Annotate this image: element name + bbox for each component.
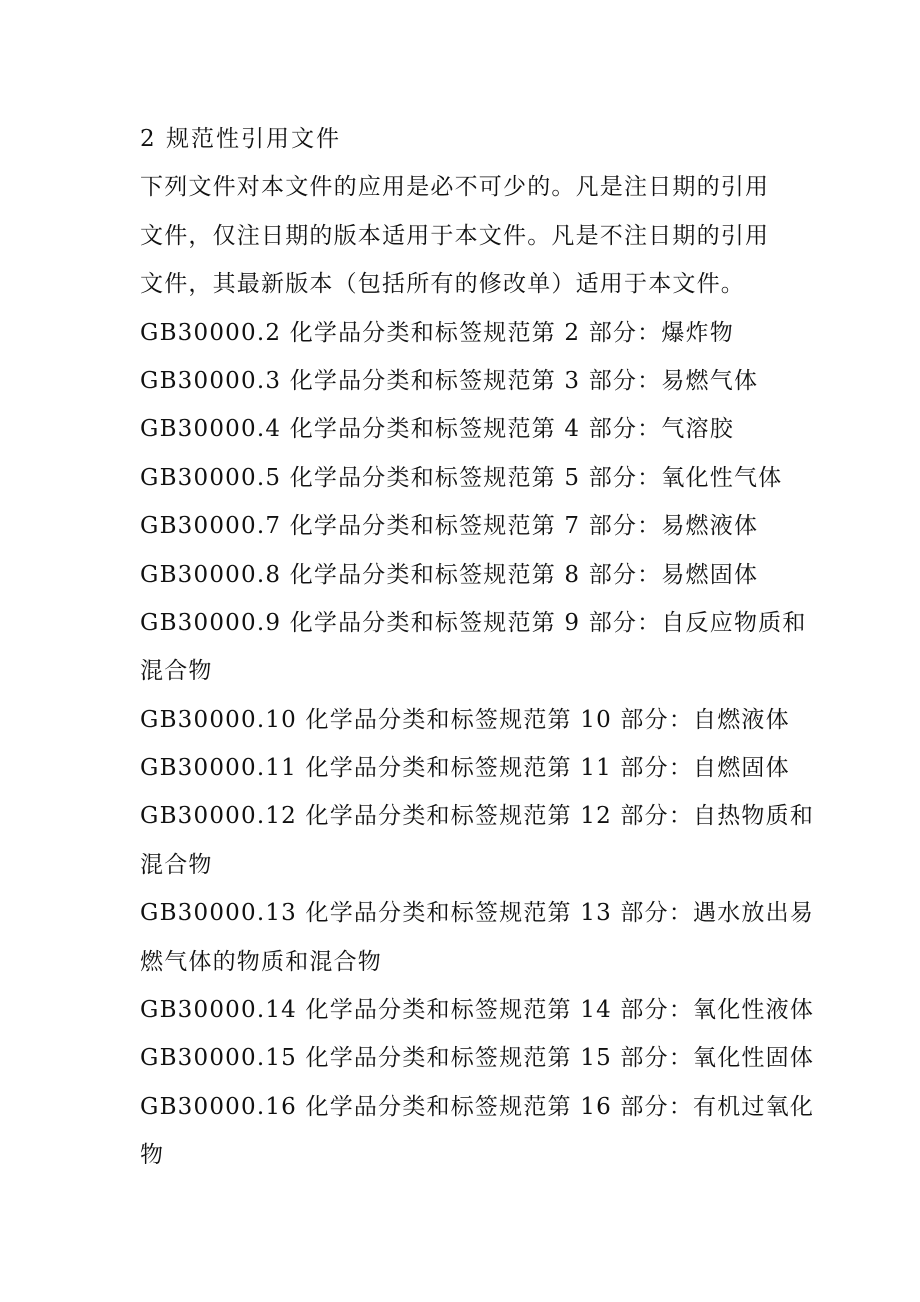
reference-line: 物 [140, 1142, 165, 1169]
intro-line: 下列文件对本文件的应用是必不可少的。凡是注日期的引用 [140, 174, 770, 201]
reference-line: GB30000.8 化学品分类和标签规范第 8 部分：易燃固体 [140, 561, 759, 588]
reference-line: GB30000.16 化学品分类和标签规范第 16 部分：有机过氧化 [140, 1093, 815, 1120]
reference-line: 燃气体的物质和混合物 [140, 948, 382, 975]
reference-line: GB30000.4 化学品分类和标签规范第 4 部分：气溶胶 [140, 416, 734, 443]
reference-line: GB30000.7 化学品分类和标签规范第 7 部分：易燃液体 [140, 513, 759, 540]
reference-line: GB30000.11 化学品分类和标签规范第 11 部分：自燃固体 [140, 755, 790, 782]
section-heading: 2 规范性引用文件 [140, 126, 341, 152]
reference-line: 混合物 [140, 658, 213, 685]
reference-line: GB30000.3 化学品分类和标签规范第 3 部分：易燃气体 [140, 367, 759, 394]
document-page [140, 115, 815, 1180]
reference-line: GB30000.14 化学品分类和标签规范第 14 部分：氧化性液体 [140, 997, 815, 1024]
reference-line: GB30000.5 化学品分类和标签规范第 5 部分：氧化性气体 [140, 464, 783, 491]
reference-line: GB30000.2 化学品分类和标签规范第 2 部分：爆炸物 [140, 319, 734, 346]
reference-line: 混合物 [140, 851, 213, 878]
reference-line: GB30000.9 化学品分类和标签规范第 9 部分：自反应物质和 [140, 609, 807, 636]
intro-line: 文件，其最新版本（包括所有的修改单）适用于本文件。 [140, 271, 745, 298]
reference-line: GB30000.12 化学品分类和标签规范第 12 部分：自热物质和 [140, 803, 815, 830]
reference-line: GB30000.10 化学品分类和标签规范第 10 部分：自燃液体 [140, 706, 790, 733]
reference-line: GB30000.15 化学品分类和标签规范第 15 部分：氧化性固体 [140, 1045, 815, 1072]
intro-line: 文件，仅注日期的版本适用于本文件。凡是不注日期的引用 [140, 222, 770, 249]
reference-line: GB30000.13 化学品分类和标签规范第 13 部分：遇水放出易 [140, 900, 815, 927]
